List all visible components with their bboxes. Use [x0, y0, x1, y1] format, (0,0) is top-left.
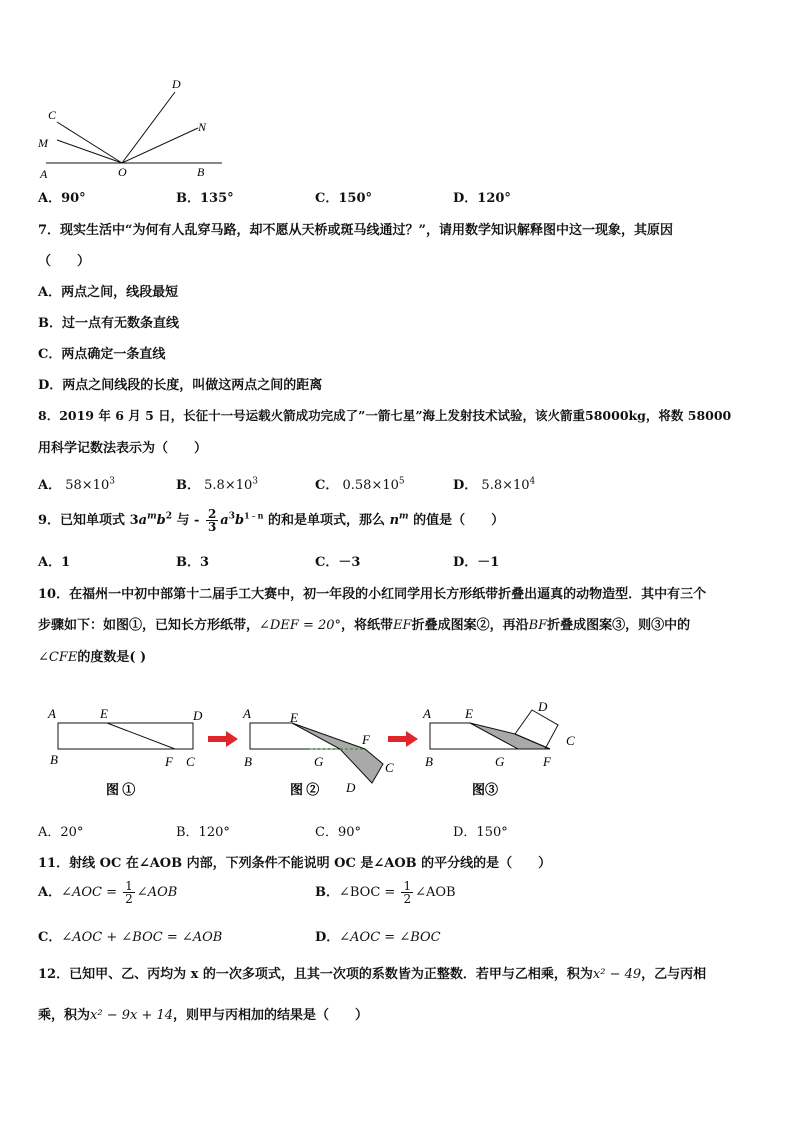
f3-label-a: A: [423, 706, 431, 721]
q6-option-a: A．90°: [38, 191, 86, 206]
folding-figures: [40, 698, 600, 803]
q9-var-a: a: [138, 513, 148, 528]
q9-option-b: B．3: [176, 555, 210, 570]
q9-frac-num: 2: [207, 507, 217, 521]
q10-line2-b: ，将纸带: [341, 618, 394, 633]
q9-var-n: n: [389, 513, 400, 528]
folded-strip-2: [470, 723, 550, 749]
q12-line1-a: 12．已知甲、乙、丙均为 x 的一次多项式，且其一次项的系数皆为正整数．若甲与乙相乘，积为: [38, 967, 593, 982]
q12-expr1: x² − 49: [592, 967, 642, 982]
q11-option-b-den: 2: [403, 892, 412, 906]
q9-option-d: D．－1: [453, 555, 500, 570]
q8-option-a-coef: 58×10: [65, 478, 110, 493]
q11-option-b-left: ∠BOC =: [339, 885, 396, 900]
q11-option-b-letter: B．: [315, 885, 339, 900]
q10-line3: 的度数是( ): [77, 650, 147, 665]
f3-label-b: B: [425, 754, 433, 769]
f1-label-b: B: [50, 752, 58, 767]
label-d: D: [172, 77, 181, 91]
q10-ef: EF: [393, 618, 412, 633]
q11-option-a-right: ∠AOB: [136, 885, 178, 900]
f2-label-f: F: [362, 732, 370, 747]
q9-exp-3: 3: [228, 511, 235, 522]
q11-option-b-num: 1: [403, 879, 412, 893]
q8-option-c-letter: C．: [315, 478, 339, 493]
q7-stem-line2: （ ）: [38, 254, 91, 269]
q11-option-b-right: ∠AOB: [415, 885, 456, 900]
q11-option-a-num: 1: [125, 879, 133, 893]
f3-caption: 图③: [472, 782, 499, 797]
q8-option-b-letter: B．: [176, 478, 200, 493]
f2-label-b: B: [244, 754, 252, 769]
q8-option-d-exp: 4: [529, 476, 536, 487]
q8-stem-line2: 用科学记数法表示为（ ）: [38, 441, 208, 456]
q11-option-a-letter: A．: [38, 885, 62, 900]
q10-bf: BF: [528, 618, 548, 633]
q8-option-a-letter: A．: [38, 478, 62, 493]
q7-option-b: B．过一点有无数条直线: [38, 316, 179, 331]
q12-line2-b: ，则甲与丙相加的结果是（ ）: [173, 1008, 369, 1023]
q11-option-a-left: ∠AOC =: [61, 885, 118, 900]
q10-stem-line2: [38, 614, 690, 633]
q9-exp-2: 2: [165, 511, 172, 522]
q6-option-b: B．135°: [176, 191, 234, 206]
q10-option-c: C．90°: [315, 825, 361, 840]
q8-option-a-exp: 3: [109, 476, 115, 487]
label-a: A: [40, 167, 48, 181]
q10-stem-line1: 10．在福州一中初中部第十二届手工大赛中，初一年段的小红同学用长方形纸带折叠出逼真的动物造型．其中有三个: [38, 587, 707, 602]
q12-stem-line1: [38, 963, 706, 982]
q7-option-a: A．两点之间，线段最短: [38, 285, 179, 300]
label-o: O: [118, 165, 127, 179]
f1-label-d: D: [193, 708, 203, 723]
q11-option-d-letter: D．: [315, 930, 340, 945]
f3-label-f: F: [543, 754, 551, 769]
q9-var-a2: a: [220, 513, 229, 528]
q11-option-b: [315, 880, 456, 905]
angle-figure: [30, 70, 230, 185]
q8-option-d-coef: 5.8×10: [481, 478, 530, 493]
q11-option-a: [38, 880, 177, 905]
q9-post: 的和是单项式，那么: [268, 513, 386, 528]
f3-label-e: E: [465, 706, 473, 721]
q10-line2-c: 折叠成图案②，再沿: [411, 618, 529, 633]
f2-caption: 图 ②: [290, 782, 320, 797]
q8-option-b: [176, 474, 258, 493]
q7-option-d: D．两点之间线段的长度，叫做这两点之间的距离: [38, 378, 323, 393]
f1-label-f: F: [165, 754, 173, 769]
f2-label-e: E: [290, 710, 298, 725]
q10-line2-d: 折叠成图案③，则③中的: [547, 618, 691, 633]
q9-exp-m2: m: [399, 511, 409, 522]
f3-label-c: C: [566, 733, 575, 748]
f2-label-c: C: [385, 760, 394, 775]
q9-frac-den: 3: [207, 520, 217, 534]
q9-option-a: A．1: [38, 555, 71, 570]
q6-option-d: D．120°: [453, 191, 511, 206]
q8-option-b-exp: 3: [252, 476, 258, 487]
f3-label-d: D: [538, 699, 548, 714]
q7-stem-line1: 7．现实生活中“为何有人乱穿马路，却不愿从天桥或斑马线通过？”，请用数学知识解释图中这一现象，其原因: [38, 223, 674, 238]
f1-label-e: E: [100, 706, 108, 721]
q9-var-b2: b: [235, 513, 245, 528]
f2-label-d: D: [346, 780, 356, 795]
f2-label-g: G: [314, 754, 324, 769]
q9-fraction: [206, 508, 218, 533]
q8-option-b-coef: 5.8×10: [204, 478, 253, 493]
q9-exp-1n: 1﹣n: [244, 510, 264, 521]
f1-label-c: C: [186, 754, 195, 769]
q7-option-c: C．两点确定一条直线: [38, 347, 166, 362]
q11-option-a-den: 2: [125, 892, 133, 906]
f3-label-g: G: [495, 754, 505, 769]
q9-var-b: b: [156, 513, 166, 528]
q12-line2-a: 乘，积为: [38, 1008, 91, 1023]
q10-option-a: A．20°: [38, 825, 84, 840]
q11-stem: 11．射线 OC 在∠AOB 内部，下列条件不能说明 OC 是∠AOB 的平分线的是（ ）: [38, 856, 552, 871]
arrow-icon: [388, 731, 418, 747]
q9-mid: 与 -: [176, 513, 200, 528]
label-n: N: [198, 120, 207, 134]
q8-option-c: [315, 474, 405, 493]
q10-option-d: D．150°: [453, 825, 508, 840]
q12-line1-b: ，乙与丙相: [641, 967, 707, 982]
label-b: B: [197, 165, 205, 179]
q10-line2-a: 步骤如下：如图①，已知长方形纸带，: [38, 618, 260, 633]
q9-exp-m: m: [147, 511, 157, 522]
q11-option-a-fraction: [123, 880, 135, 905]
q11-option-c-letter: C．: [38, 930, 62, 945]
q8-option-c-exp: 5: [398, 476, 405, 487]
q10-option-b: B．120°: [176, 825, 230, 840]
q11-option-d: [315, 926, 441, 945]
q8-stem-line1: 8．2019 年 6 月 5 日，长征十一号运载火箭成功完成了”一箭七星”海上发射技术试验，该火箭重58000kg，将数 58000: [38, 408, 732, 423]
q8-option-a: [38, 474, 115, 493]
q6-option-c: C．150°: [315, 191, 372, 206]
q10-angle-cfe: ∠CFE: [38, 650, 78, 665]
label-m: M: [38, 136, 48, 150]
f2-label-a: A: [243, 706, 251, 721]
q9-pre: 9．已知单项式 3: [38, 513, 139, 528]
q9-option-c: C．－3: [315, 555, 361, 570]
q10-stem-line3: [38, 646, 146, 665]
q8-option-d: [453, 474, 535, 493]
q9-end: 的值是（ ）: [413, 513, 505, 528]
f1-caption: 图 ①: [106, 782, 136, 797]
q12-stem-line2: [38, 1004, 368, 1023]
q9-stem: [38, 508, 504, 533]
f1-label-a: A: [48, 706, 56, 721]
q11-option-c-expr: ∠AOC + ∠BOC = ∠AOB: [61, 930, 223, 945]
q11-option-c: [38, 926, 222, 945]
arrow-icon: [208, 731, 238, 747]
label-c: C: [48, 108, 57, 122]
q8-option-c-coef: 0.58×10: [342, 478, 399, 493]
q12-expr2: x² − 9x + 14: [90, 1008, 174, 1023]
q8-option-d-letter: D．: [453, 478, 478, 493]
q10-angle-def: ∠DEF = 20°: [259, 618, 342, 633]
q11-option-b-fraction: [401, 880, 413, 905]
q11-option-d-expr: ∠AOC = ∠BOC: [339, 930, 441, 945]
